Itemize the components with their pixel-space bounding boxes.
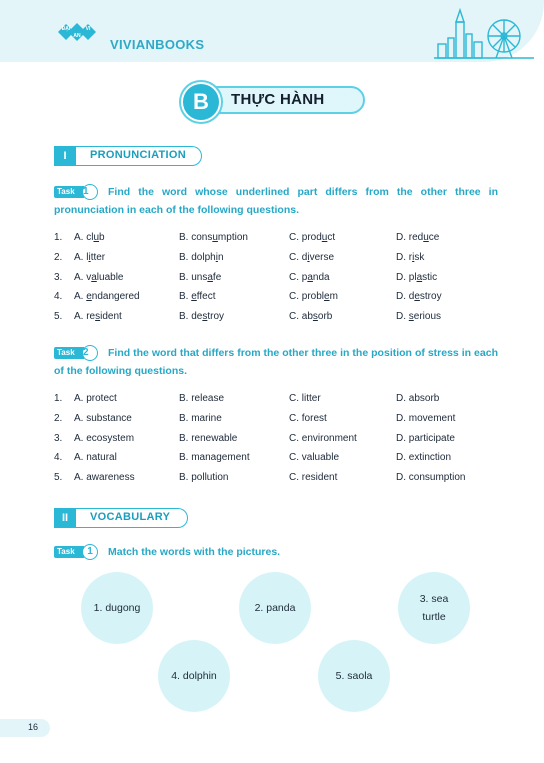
word-circle-saola: 5. saola: [318, 640, 390, 712]
part-2-number: II: [54, 508, 76, 528]
instruction-line-1: Find the word that differs from the other three in the position of stress in each: [108, 347, 498, 359]
task-label: Task: [54, 546, 84, 558]
question-number: 2.: [54, 251, 63, 263]
page-number: 16: [28, 722, 39, 732]
instruction-line-1: Find the word whose underlined part differs from the other three in: [108, 186, 498, 198]
option-d: D. destroy: [396, 291, 442, 303]
task-label: Task: [54, 186, 84, 198]
option-d: D. reduce: [396, 232, 440, 243]
logo-letter-dai: ĐẠI: [61, 26, 71, 32]
option-c: C. problem: [289, 291, 338, 303]
part-1-task-2-instruction: [54, 344, 498, 380]
option-d: D. participate: [396, 432, 455, 444]
question-row: [54, 393, 514, 413]
option-c: C. diverse: [289, 251, 335, 263]
question-row: [54, 413, 514, 433]
logo-letter-an: AN: [73, 33, 81, 39]
option-a: A. endangered: [74, 291, 140, 303]
option-b: B. release: [179, 393, 225, 404]
task-tag: [54, 544, 100, 560]
task-number: 2: [82, 345, 98, 361]
instruction-line-2: of the following questions.: [54, 365, 187, 377]
part-1-number: I: [54, 146, 76, 166]
option-d: D. consumption: [396, 472, 466, 484]
word-circle-panda: 2. panda: [239, 572, 311, 644]
question-row: [54, 433, 514, 453]
question-number: 3.: [54, 271, 63, 283]
question-row: [54, 272, 514, 292]
question-row: [54, 472, 514, 492]
instruction-line-1: Match the words with the pictures.: [108, 546, 281, 558]
instruction-line-2: pronunciation in each of the following questions.: [54, 204, 299, 216]
question-number: 5.: [54, 311, 63, 323]
question-number: 2.: [54, 412, 63, 424]
option-a: A. club: [74, 232, 105, 243]
task-label: Task: [54, 347, 84, 359]
question-row: [54, 252, 514, 272]
part-1-task-2-questions: [54, 393, 514, 492]
brand-name: VIVIANBOOKS: [110, 37, 205, 52]
option-a: A. resident: [74, 311, 122, 323]
question-row: [54, 232, 514, 252]
option-a: A. substance: [74, 412, 132, 424]
option-a: A. protect: [74, 393, 117, 404]
task-number: 1: [82, 544, 98, 560]
question-number: 4.: [54, 291, 63, 303]
section-banner: [181, 84, 367, 118]
section-letter-badge: B: [181, 82, 221, 122]
task-tag: [54, 184, 100, 200]
question-number: 4.: [54, 452, 63, 464]
question-number: 5.: [54, 472, 63, 484]
option-c: C. resident: [289, 472, 338, 484]
vivianbooks-logo: [54, 20, 100, 44]
option-a: A. awareness: [74, 472, 135, 484]
question-row: [54, 452, 514, 472]
option-b: B. effect: [179, 291, 216, 303]
city-skyline-icon: [434, 8, 534, 60]
logo-letter-vi: VI: [85, 26, 91, 32]
option-a: A. ecosystem: [74, 432, 135, 444]
option-c: C. forest: [289, 412, 327, 424]
question-row: [54, 311, 514, 331]
task-tag: [54, 345, 100, 361]
option-a: A. natural: [74, 452, 117, 464]
word-circle-sea-turtle: 3. sea turtle: [398, 572, 470, 644]
part-1-task-1-questions: [54, 232, 514, 331]
option-c: C. panda: [289, 271, 330, 283]
option-c: C. valuable: [289, 452, 340, 464]
option-b: B. pollution: [179, 472, 229, 484]
question-number: 1.: [54, 393, 63, 404]
part-1-task-1-instruction: [54, 183, 498, 219]
option-b: B. management: [179, 452, 250, 464]
option-c: C. litter: [289, 393, 321, 404]
part-2-heading: [54, 508, 188, 528]
option-b: B. renewable: [179, 432, 238, 444]
part-1-title: PRONUNCIATION: [90, 149, 186, 161]
part-1-heading: [54, 146, 202, 166]
task-number: 1: [82, 184, 98, 200]
part-2-task-1-instruction: [54, 543, 498, 561]
part-2-title: VOCABULARY: [90, 511, 171, 523]
option-d: D. plastic: [396, 271, 438, 283]
word-circle-dugong: 1. dugong: [81, 572, 153, 644]
word-circle-dolphin: 4. dolphin: [158, 640, 230, 712]
section-title: THỰC HÀNH: [231, 91, 325, 108]
option-b: B. destroy: [179, 311, 225, 323]
option-a: A. litter: [74, 251, 106, 263]
option-a: A. valuable: [74, 271, 124, 283]
question-row: [54, 291, 514, 311]
page-number-tab: [0, 719, 50, 737]
option-b: B. marine: [179, 412, 222, 424]
option-b: B. consumption: [179, 232, 248, 243]
option-d: D. extinction: [396, 452, 452, 464]
option-b: B. dolphin: [179, 251, 224, 263]
option-c: C. absorb: [289, 311, 333, 323]
question-number: 3.: [54, 432, 63, 444]
option-c: C. product: [289, 232, 336, 243]
option-c: C. environment: [289, 432, 357, 444]
option-d: D. movement: [396, 412, 456, 424]
option-d: D. risk: [396, 251, 425, 263]
option-d: D. serious: [396, 311, 442, 323]
option-d: D. absorb: [396, 393, 440, 404]
option-b: B. unsafe: [179, 271, 222, 283]
question-number: 1.: [54, 232, 63, 243]
